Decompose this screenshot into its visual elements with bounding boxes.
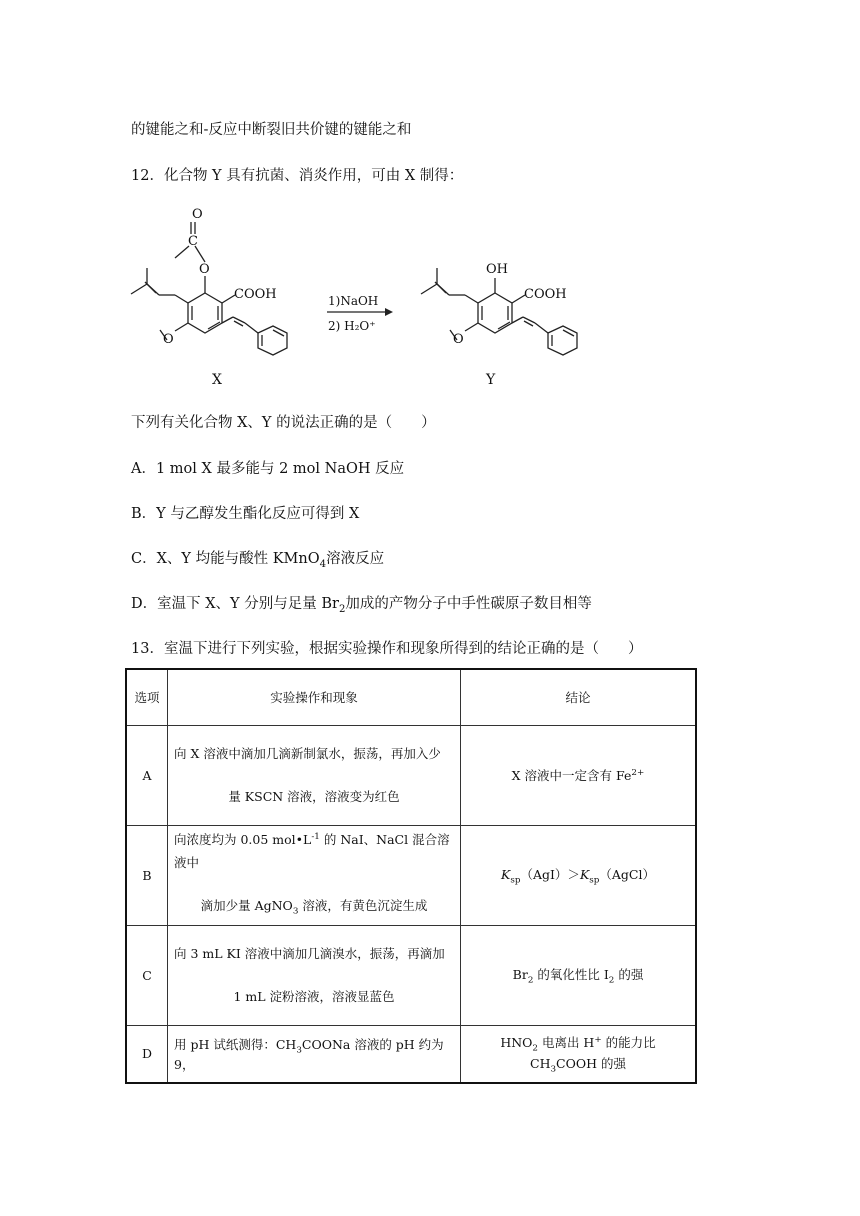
row-b-option: B — [126, 825, 168, 925]
table-header-row — [126, 669, 696, 725]
q13-stem: 13．室温下进行下列实验，根据实验操作和现象所得到的结论正确的是（ ） — [131, 641, 643, 657]
row-a-conclusion: X 溶液中一定含有 $Fe^{2+}$ — [461, 725, 697, 825]
row-c-operation: 向 3 mL KI 溶液中滴加几滴溴水，振荡，再滴加 1 mL 淀粉溶液，溶液显蓝色 — [168, 925, 461, 1025]
header-conclusion: 结论 — [461, 669, 697, 725]
table-row — [126, 725, 696, 825]
q12-stem: 12．化合物 Y 具有抗菌、消炎作用，可由 X 制得： — [131, 168, 464, 184]
experiment-table — [125, 668, 697, 1084]
reagent-step2: 2) H₂O⁺ — [328, 319, 376, 333]
header-operation: 实验操作和现象 — [168, 669, 461, 725]
table-row — [126, 825, 696, 925]
x-carbonyl-carbon: C — [188, 234, 198, 249]
q12-option-b: B．Y 与乙醇发生酯化反应可得到 X — [131, 506, 360, 522]
x-carbonyl-oxygen: O — [192, 207, 203, 222]
compound-y-structure — [421, 268, 577, 355]
x-cooh-label: COOH — [234, 287, 277, 302]
header-option: 选项 — [126, 669, 168, 725]
x-methoxy-oxygen: O — [163, 332, 174, 347]
compound-x-label: X — [212, 372, 222, 388]
reaction-scheme — [125, 198, 585, 393]
y-cooh-label: COOH — [524, 287, 567, 302]
y-methoxy-oxygen: O — [453, 332, 464, 347]
row-c-option: C — [126, 925, 168, 1025]
row-d-option: D — [126, 1025, 168, 1083]
reagent-step1: 1)NaOH — [328, 294, 379, 308]
table-row — [126, 925, 696, 1025]
q12-option-a: A．1 mol X 最多能与 2 mol NaOH 反应 — [131, 461, 405, 477]
compound-y-label: Y — [486, 372, 496, 388]
table-row — [126, 1025, 696, 1083]
row-d-conclusion: $HNO_2$ 电离出 H+ 的能力比 $CH_3COOH$ 的强 — [461, 1025, 697, 1083]
row-d-operation: 用 pH 试纸测得：$CH_3COONa$ 溶液的 pH 约为 9， — [168, 1025, 461, 1083]
row-a-option: A — [126, 725, 168, 825]
row-c-conclusion: $Br_2$ 的氧化性比 $I_2$ 的强 — [461, 925, 697, 1025]
q12-option-c: C．X、Y 均能与酸性 KMnO$_4$溶液反应 — [131, 551, 385, 570]
q12-question: 下列有关化合物 X、Y 的说法正确的是（ ） — [131, 415, 436, 431]
intro-line: 的键能之和-反应中断裂旧共价键的键能之和 — [131, 122, 412, 138]
row-b-operation: 向浓度均为 0.05 $mol•L^{-1}$ 的 NaI、NaCl 混合溶液中 滴加少量 AgNO$_3$ 溶液，有黄色沉淀生成 — [168, 825, 461, 925]
y-hydroxyl-label: OH — [486, 262, 508, 277]
row-a-operation: 向 X 溶液中滴加几滴新制氯水，振荡，再加入少 量 KSCN 溶液，溶液变为红色 — [168, 725, 461, 825]
row-b-conclusion: $K_{sp}(AgI)>K_{sp}(AgCl)$ — [461, 825, 697, 925]
q12-option-d: D．室温下 X、Y 分别与足量 $Br_2$加成的产物分子中手性碳原子数目相等 — [131, 596, 592, 615]
x-ester-oxygen: O — [199, 262, 210, 277]
